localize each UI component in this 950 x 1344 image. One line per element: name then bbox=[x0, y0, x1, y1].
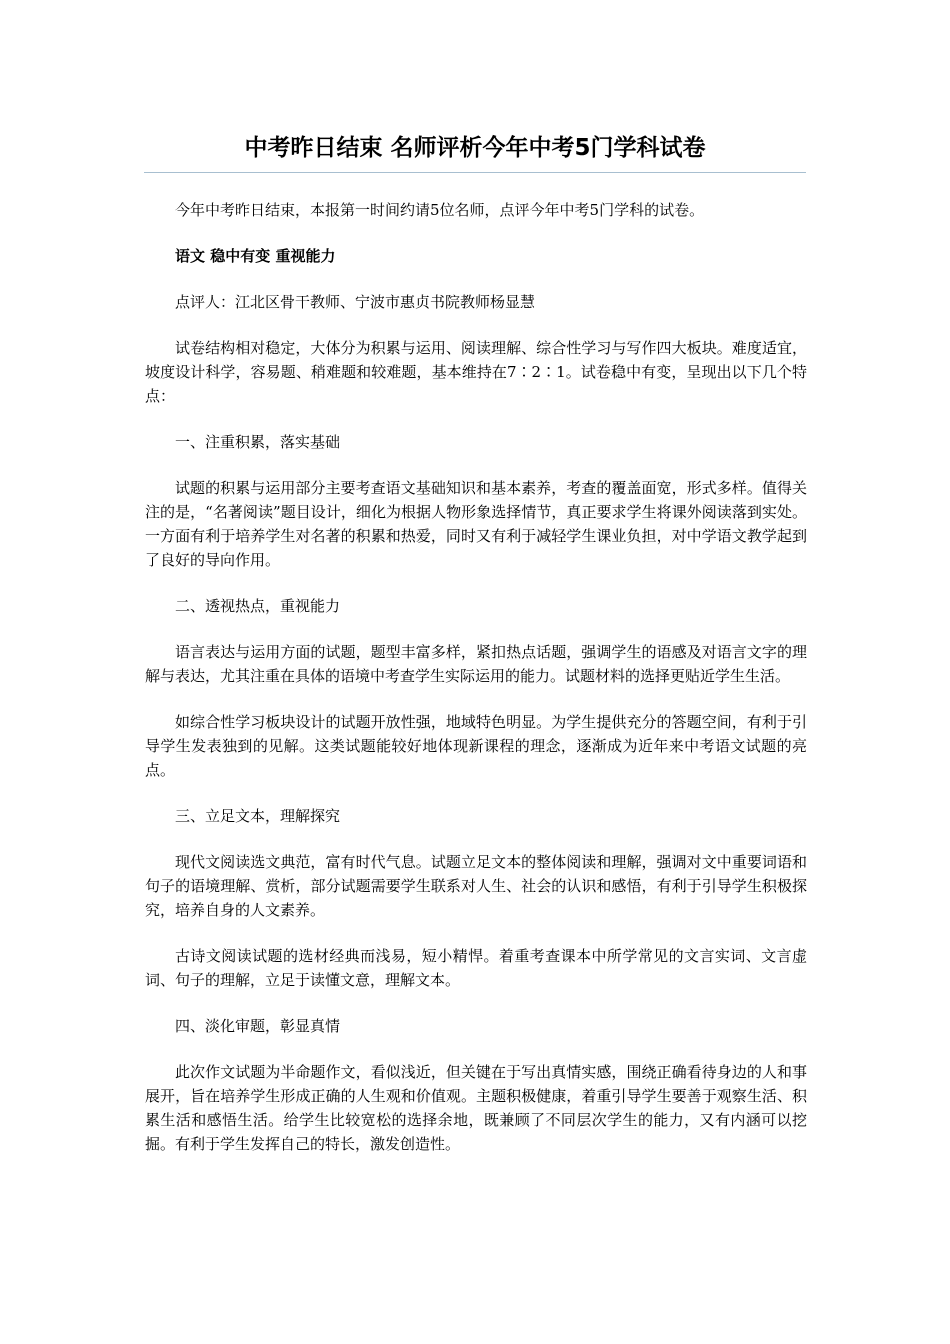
point-one-paragraph: 试题的积累与运用部分主要考查语文基础知识和基本素养，考查的覆盖面宽，形式多样。值得关注的是，“名著阅读”题目设计，细化为根据人物形象选择情节，真正要求学生将课外阅读落到实处。一方面有利于培养学生对名著的积累和热爱，同时又有利于减轻学生课业负担，对中学语文教学起到了良好的导向作用。 bbox=[145, 479, 807, 569]
point-four-heading: 四、淡化审题，彰显真情 bbox=[175, 1017, 341, 1035]
point-two-heading: 二、透视热点，重视能力 bbox=[175, 597, 341, 615]
overview-paragraph: 试卷结构相对稳定，大体分为积累与运用、阅读理解、综合性学习与写作四大板块。难度适宜，坡度设计科学，容易题、稍难题和较难题，基本维持在7∶2∶1。试卷稳中有变，呈现出以下几个特点： bbox=[145, 339, 807, 405]
title-divider bbox=[144, 172, 806, 173]
point-two-paragraph-2: 如综合性学习板块设计的试题开放性强，地域特色明显。为学生提供充分的答题空间，有利于引导学生发表独到的见解。这类试题能较好地体现新课程的理念，逐渐成为近年来中考语文试题的亮点。 bbox=[145, 713, 807, 779]
point-three-paragraph-2: 古诗文阅读试题的选材经典而浅易，短小精悍。着重考查课本中所学常见的文言实词、文言虚词、句子的理解，立足于读懂文意，理解文本。 bbox=[145, 947, 807, 989]
point-two-paragraph-1: 语言表达与运用方面的试题，题型丰富多样，紧扣热点话题，强调学生的语感及对语言文字的理解与表达，尤其注重在具体的语境中考查学生实际运用的能力。试题材料的选择更贴近学生生活。 bbox=[145, 643, 807, 685]
reviewer-line: 点评人：江北区骨干教师、宁波市惠贞书院教师杨显慧 bbox=[175, 293, 536, 311]
article-body bbox=[145, 198, 807, 1178]
section-heading-chinese: 语文 稳中有变 重视能力 bbox=[175, 247, 336, 265]
point-four-paragraph: 此次作文试题为半命题作文，看似浅近，但关键在于写出真情实感，围绕正确看待身边的人和事展开，旨在培养学生形成正确的人生观和价值观。主题积极健康，着重引导学生要善于观察生活、积累生活和感悟生活。给学生比较宽松的选择余地，既兼顾了不同层次学生的能力，又有内涵可以挖掘。有利于学生发挥自己的特长，激发创造性。 bbox=[145, 1063, 807, 1153]
intro-paragraph: 今年中考昨日结束，本报第一时间约请5位名师，点评今年中考5门学科的试卷。 bbox=[175, 201, 705, 219]
page-title: 中考昨日结束 名师评析今年中考5门学科试卷 bbox=[244, 135, 706, 161]
point-three-heading: 三、立足文本，理解探究 bbox=[175, 807, 341, 825]
point-one-heading: 一、注重积累，落实基础 bbox=[175, 433, 341, 451]
point-three-paragraph-1: 现代文阅读选文典范，富有时代气息。试题立足文本的整体阅读和理解，强调对文中重要词语和句子的语境理解、赏析，部分试题需要学生联系对人生、社会的认识和感悟，有利于引导学生积极探究，培养自身的人文素养。 bbox=[145, 853, 807, 919]
